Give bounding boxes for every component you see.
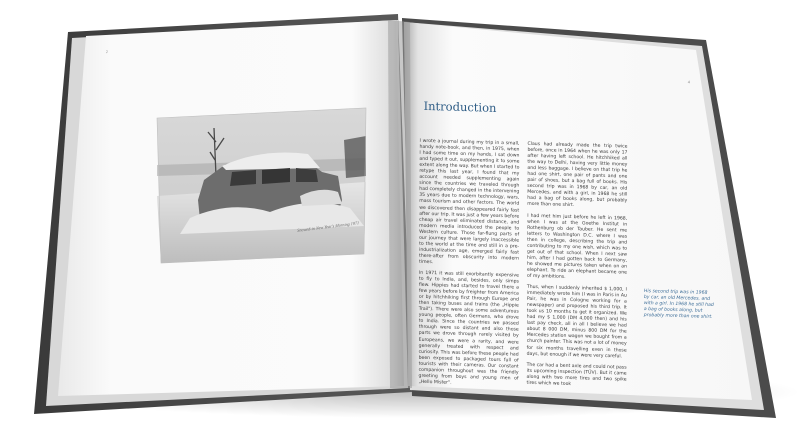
- right-page-number: 4: [687, 79, 690, 85]
- paragraph: Claus had already made the trip twice before, once in 1964 when he was only 17 after having left school. He hitchhiked all the way to Delhi, having very little money and less baggage. I believe on that trip he had one shirt, one pair of pants and one pair of shoes, but a bag full of books. His second trip was in 1968 by car, an old Mercedes, and with a girl, in 1968 he still had a bag of books along, but probably more than one shirt.: [527, 141, 628, 209]
- paragraph: I had met him just before he left in 1968, when I was at the Goethe Institut in Rothenburg ob der Tauber. He sent me letters to Washington D.C. where I was then in college, describing the trip and contributing to my one wish, which was to get out of that school. When I next saw him, after I had gotten back to Germany, he showed me pictures taken when on an elephant. To ride an elephant became one of my ambitions.: [526, 213, 628, 280]
- gutter-shadow: [388, 20, 412, 388]
- paragraph: The car had a bent axle and could not pass its upcoming inspection (TÜV). But it came along with two more tires and two spike tires which we took: [526, 362, 627, 387]
- chapter-title: Introduction: [423, 98, 497, 115]
- right-page: [404, 22, 752, 400]
- photo-snowed-in-car: [157, 108, 366, 263]
- photo-caption: Snowed-in New Year's Morning 1971: [297, 220, 360, 233]
- paragraph: In 1971 it was still exorbitantly expensive to fly to India, and, besides, only simps flew. Hippies had started to travel there a few years before by freighter from America or by hitchhiking first through Europe and then taking buses and trains (the „Hippie Trail"). There were also some adventurous young people, often Germans, who drove to India. Since the countries we passed through were so distant and also those parts we drove through rarely visited by Europeans, we were a rarity, and were generally treated with respect and curiosity. This was before these people had been exposed to packaged tours full of tourists with their cameras. Our constant companion throughout was the friendly greeting from boys and young men of „Hello Mister".: [418, 270, 519, 386]
- paragraph: Thus, when I suddenly inherited $ 1,000, I immediately wrote him (I was in Paris in Au Pair, he was in Cologne working for a newspaper) and proposed his third trip. It took us 10 months to get it organized. We had my $ 1,000 (DM 4,000 then) and his last pay check, all in all I believe we had about 8 000 DM, minus 800 DM for the Mercedes station wagon we bought from a church painter. This was not a lot of money for six months travelling even in those days, but enough if we were very careful.: [526, 284, 627, 360]
- paragraph: I wrote a journal during my trip in a small, handy note-book, and then, in 1975, when I had some time on my hands, I sat down and typed it out, supplementing it to some extent along the way. But when I started to retype this last year, I found that my account needed supplementing again since the countries we traveled through had completely changed in the intervening 35 years due to modern technology, wars, mass tourism and other factors. The world we discovered then disappeared fairly fast after our trip. It was just a few years before cheap air travel eliminated distance, and modern media introduced the people to Western culture. Those far-flung parts of our journey that were largely inaccessible to the world at the time and still in a pre-industrialization age, emerged fairly fast there-after from obscurity into modern times.: [418, 138, 520, 266]
- left-page-number: 2: [105, 48, 108, 55]
- sidebar-pull-quote: His second trip was in 1968 by car, an old Mercedes, and with a girl. In 1968 he still had a bag of books along, but probably more than one shirt.: [643, 289, 714, 320]
